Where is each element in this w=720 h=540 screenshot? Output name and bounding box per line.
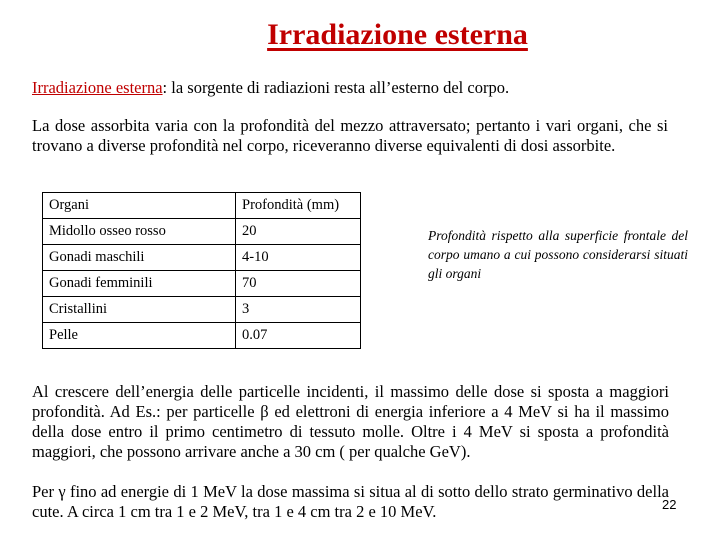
table-row	[43, 297, 361, 323]
table-row	[43, 245, 361, 271]
table-header-organi: Organi	[43, 193, 236, 219]
energy-paragraph: Al crescere dell’energia delle particelle incidenti, il massimo delle dose si sposta a maggiori profondità. Ad Es.: per particelle β ed elettroni di energia inferiore a 4 MeV si ha il massimo della dose entro il primo centimetro di tessuto molle. Oltre i 4 MeV si sposta a profondità maggiori, che possono arrivare anche a 30 cm ( per qualche GeV).	[32, 382, 669, 461]
table-cell-depth: 20	[236, 219, 361, 245]
table-cell-depth: 0.07	[236, 323, 361, 349]
table-cell-organ: Midollo osseo rosso	[43, 219, 236, 245]
table-cell-depth: 3	[236, 297, 361, 323]
organs-depth-table	[42, 192, 361, 349]
gamma-paragraph: Per γ fino ad energie di 1 MeV la dose massima si situa al di sotto dello strato germinativo della cute. A circa 1 cm tra 1 e 2 MeV, tra 1 e 4 cm tra 2 e 10 MeV.	[32, 482, 669, 521]
table-header-row	[43, 193, 361, 219]
table-cell-organ: Gonadi femminili	[43, 271, 236, 297]
table-cell-organ: Pelle	[43, 323, 236, 349]
table-row	[43, 271, 361, 297]
table-cell-depth: 4-10	[236, 245, 361, 271]
table-row	[43, 323, 361, 349]
table-cell-organ: Cristallini	[43, 297, 236, 323]
table-note: Profondità rispetto alla superficie frontale del corpo umano a cui possono considerarsi situati gli organi	[428, 228, 688, 281]
intro-paragraph: La dose assorbita varia con la profondità del mezzo attraversato; pertanto i vari organi, che si trovano a diverse profondità nel corpo, riceveranno diverse equivalenti di dosi assorbite.	[32, 116, 668, 155]
table-row	[43, 219, 361, 245]
table-header-profondita: Profondità (mm)	[236, 193, 361, 219]
definition-term: Irradiazione esterna	[32, 78, 163, 97]
definition-paragraph	[32, 78, 672, 98]
table-cell-organ: Gonadi maschili	[43, 245, 236, 271]
table-cell-depth: 70	[236, 271, 361, 297]
page-number: 22	[662, 497, 677, 512]
page-title: Irradiazione esterna	[267, 18, 528, 51]
definition-text: : la sorgente di radiazioni resta all’esterno del corpo.	[162, 78, 510, 97]
